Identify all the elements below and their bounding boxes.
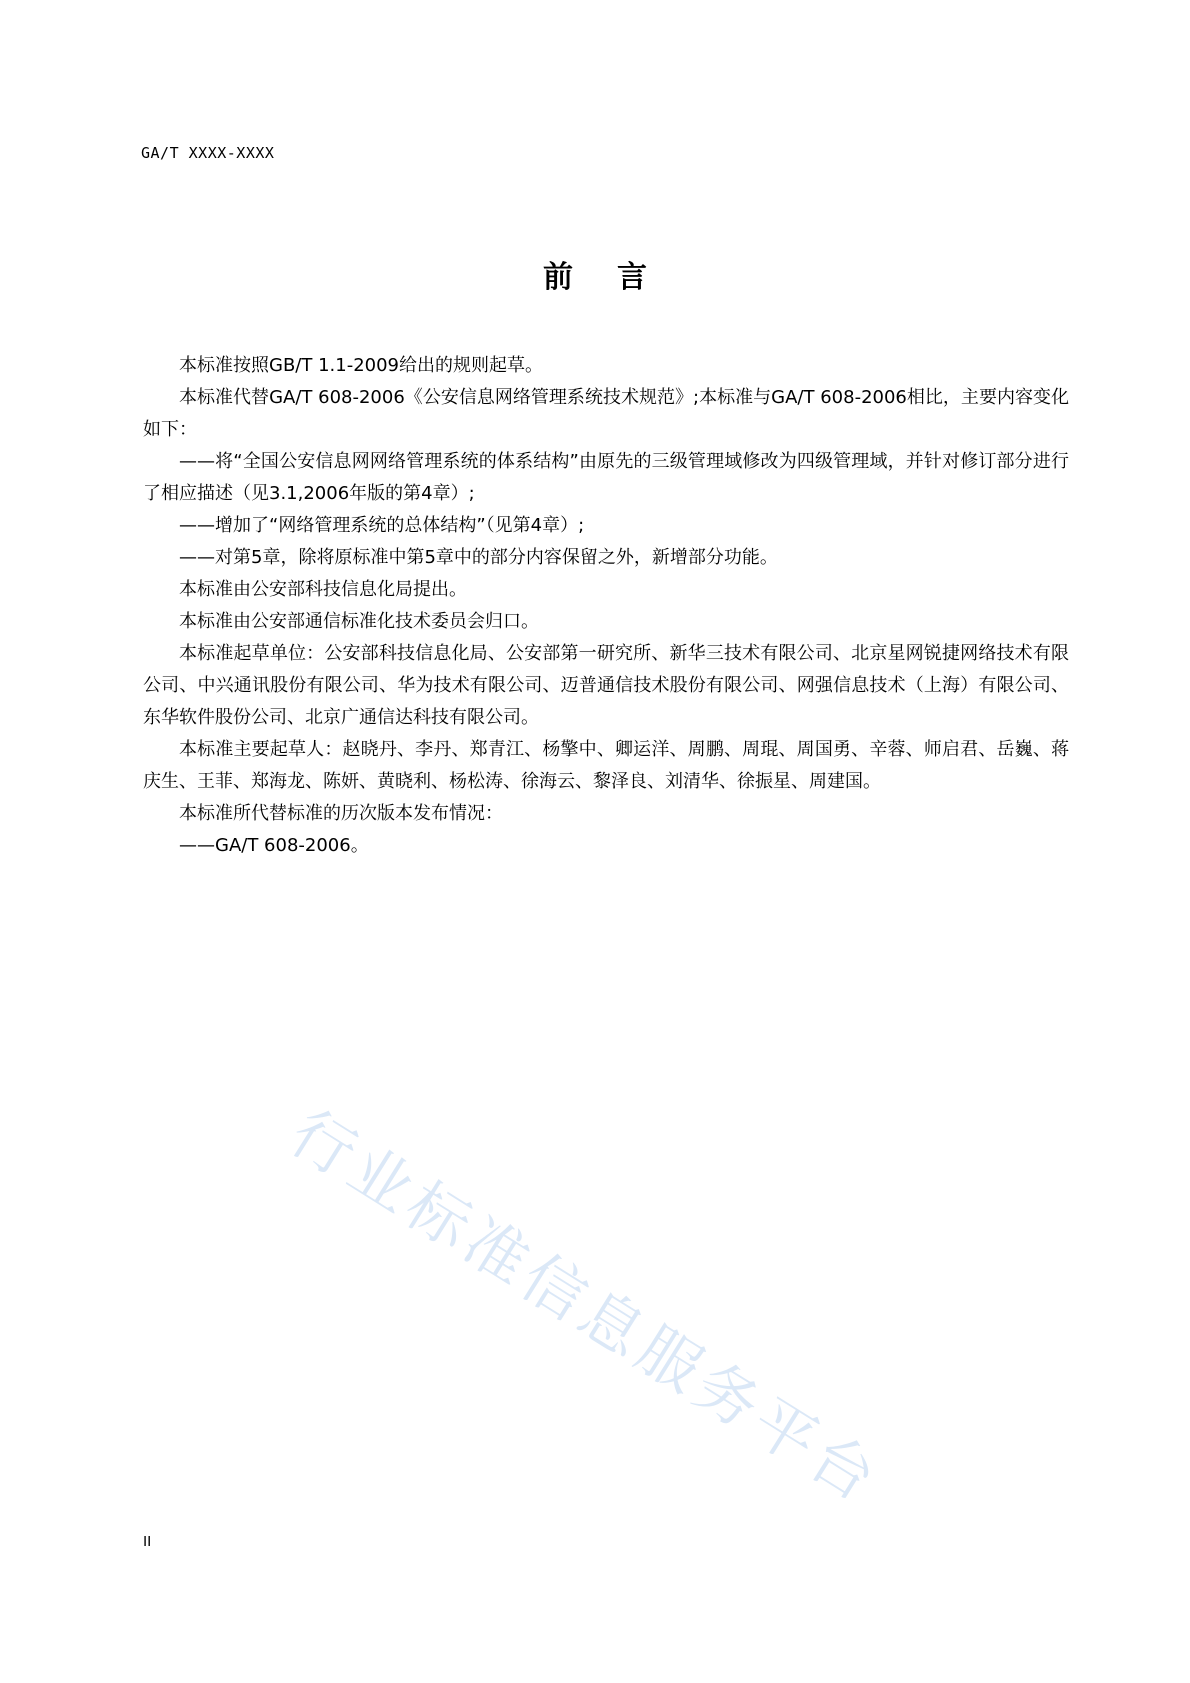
- previous-edition-item: ——GA/T 608-2006。: [179, 835, 369, 856]
- paragraph-centralized-by: 本标准由公安部通信标准化技术委员会归口。: [179, 611, 539, 632]
- paragraph-drafting-units: 本标准起草单位：公安部科技信息化局、公安部第一研究所、新华三技术有限公司、北京星网锐捷网络技术有限公司、中兴通讯股份有限公司、华为技术有限公司、迈普通信技术股份有限公司、网强信息技术（上海）有限公司、东华软件股份公司、北京广通信达科技有限公司。: [143, 643, 1069, 728]
- foreword-body: [143, 350, 1069, 862]
- paragraph-proposed-by: 本标准由公安部科技信息化局提出。: [179, 579, 467, 600]
- document-code-header: GA/T XXXX-XXXX: [141, 144, 275, 162]
- paragraph-replacement: 本标准代替GA/T 608-2006《公安信息网络管理系统技术规范》;本标准与GA/T 608-2006相比，主要内容变化如下：: [143, 387, 1069, 440]
- change-item-architecture: ——将“全国公安信息网网络管理系统的体系结构”由原先的三级管理域修改为四级管理域，并针对修订部分进行了相应描述（见3.1,2006年版的第4章）;: [143, 451, 1069, 504]
- change-item-overall-structure: ——增加了“网络管理系统的总体结构”（见第4章）;: [179, 515, 585, 536]
- paragraph-drafting-rules: 本标准按照GB/T 1.1-2009给出的规则起草。: [179, 355, 544, 376]
- change-item-chapter-5: ——对第5章，除将原标准中第5章中的部分内容保留之外，新增部分功能。: [179, 547, 778, 568]
- paragraph-previous-editions: 本标准所代替标准的历次版本发布情况：: [179, 803, 503, 824]
- page-title: 前言: [543, 260, 691, 295]
- paragraph-drafters: 本标准主要起草人：赵晓丹、李丹、郑青江、杨擎中、卿运洋、周鹏、周琨、周国勇、辛蓉、师启君、岳巍、蒋庆生、王菲、郑海龙、陈妍、黄晓利、杨松涛、徐海云、黎泽良、刘清华、徐振星、周建国。: [143, 739, 1069, 792]
- watermark: 行业标准信息服务平台: [278, 1095, 894, 1519]
- page-number: II: [143, 1533, 152, 1550]
